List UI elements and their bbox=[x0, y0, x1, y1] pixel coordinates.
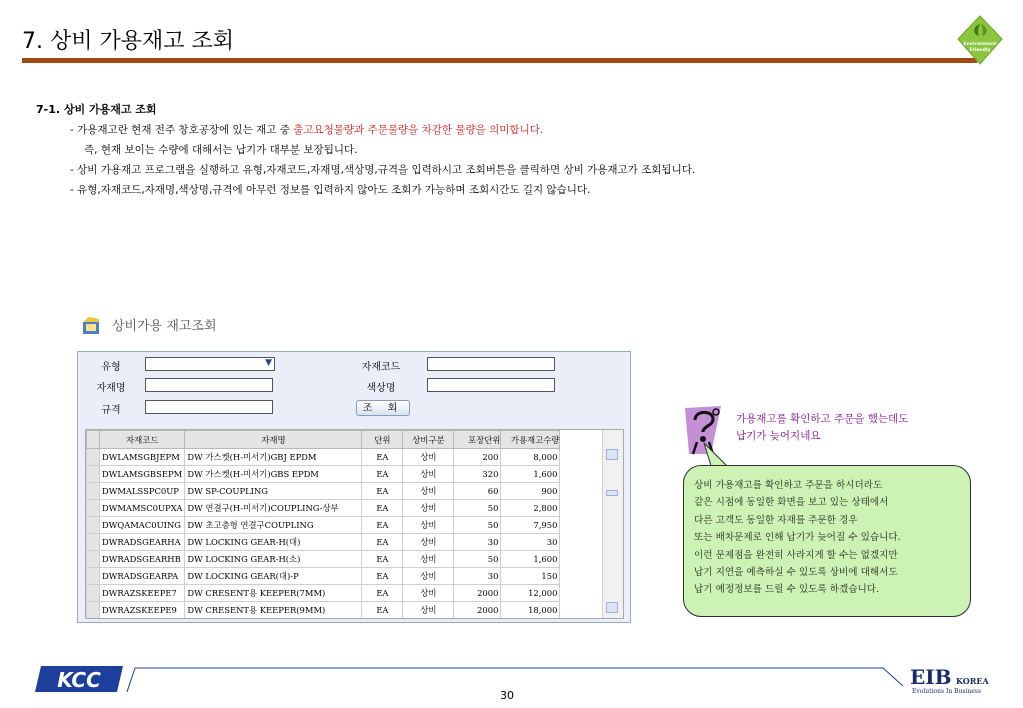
cell-code: DWRADSGEARPA bbox=[100, 568, 185, 585]
description-line-1-highlight: 출고요청물량과 주문물량을 차감한 물량을 의미합니다. bbox=[293, 124, 544, 136]
table-row[interactable] bbox=[87, 551, 560, 568]
description-line-4: - 유형,자재코드,자재명,색상명,규격에 아무런 정보를 입력하지 않아도 조회가 가능하며 조회시간도 길지 않습니다. bbox=[70, 184, 591, 196]
cell-kind: 상비 bbox=[403, 551, 454, 568]
cell-unit: EA bbox=[362, 585, 403, 602]
question-callout bbox=[736, 411, 908, 445]
cell-kind: 상비 bbox=[403, 500, 454, 517]
cell-qty: 1,600 bbox=[501, 466, 560, 483]
cell-pack: 2000 bbox=[454, 602, 501, 619]
cell-qty: 2,800 bbox=[501, 500, 560, 517]
row-header[interactable] bbox=[87, 466, 100, 483]
question-callout-line-2: 납기가 늦어지네요 bbox=[736, 430, 821, 442]
form-row-3 bbox=[78, 400, 630, 420]
eib-logo-main: EIB bbox=[910, 665, 952, 689]
header-name[interactable]: 자재명 bbox=[185, 431, 362, 449]
spec-label: 규격 bbox=[101, 405, 121, 416]
section-title: 7-1. 상비 가용재고 조회 bbox=[36, 103, 157, 116]
cell-code: DWLAMSGBJEPM bbox=[100, 449, 185, 466]
scroll-thumb[interactable] bbox=[606, 490, 618, 496]
name-input[interactable] bbox=[145, 378, 273, 392]
form-row-1 bbox=[78, 357, 630, 377]
cell-code: DWRADSGEARHA bbox=[100, 534, 185, 551]
cell-unit: EA bbox=[362, 466, 403, 483]
header-pack[interactable]: 포장단위 bbox=[454, 431, 501, 449]
cell-kind: 상비 bbox=[403, 483, 454, 500]
kcc-logo bbox=[33, 664, 125, 694]
table-row[interactable] bbox=[87, 585, 560, 602]
chevron-down-icon[interactable]: ▼ bbox=[265, 358, 272, 368]
cell-pack: 200 bbox=[454, 449, 501, 466]
cell-kind: 상비 bbox=[403, 449, 454, 466]
cell-code: DWMALSSPC0UP bbox=[100, 483, 185, 500]
table-row[interactable] bbox=[87, 534, 560, 551]
folder-icon bbox=[80, 313, 104, 337]
kcc-logo-text: KCC bbox=[57, 668, 101, 692]
answer-line: 이런 문제점을 완전히 사라지게 할 수는 없겠지만 bbox=[694, 549, 898, 561]
row-header[interactable] bbox=[87, 551, 100, 568]
header-kind[interactable]: 상비구분 bbox=[403, 431, 454, 449]
cell-name: DW SP-COUPLING bbox=[185, 483, 362, 500]
description-line-1-prefix: - 가용재고란 현재 전주 창호공장에 있는 재고 중 bbox=[70, 124, 294, 136]
question-callout-line-1: 가용재고를 확인하고 주문을 했는데도 bbox=[736, 413, 909, 425]
cell-name: DW 가스켓(H-미서기)GBJ EPDM bbox=[185, 449, 362, 466]
cell-qty: 12,000 bbox=[501, 585, 560, 602]
search-panel bbox=[77, 351, 631, 623]
cell-pack: 320 bbox=[454, 466, 501, 483]
footer-rule bbox=[125, 664, 905, 694]
description-line-1 bbox=[70, 122, 543, 137]
title-underline bbox=[22, 58, 977, 63]
badge-line1: Environment bbox=[963, 42, 997, 47]
description-line-2: 즉, 현재 보이는 수량에 대해서는 납기가 대부분 보장됩니다. bbox=[84, 144, 358, 156]
form-row-2 bbox=[78, 378, 630, 398]
table-row[interactable] bbox=[87, 568, 560, 585]
table-header-row bbox=[87, 431, 560, 449]
answer-line: 같은 시점에 동일한 화면을 보고 있는 상태에서 bbox=[694, 497, 889, 509]
cell-unit: EA bbox=[362, 483, 403, 500]
page-title: 7. 상비 가용재고 조회 bbox=[22, 29, 234, 54]
type-select[interactable] bbox=[145, 357, 275, 371]
row-header[interactable] bbox=[87, 568, 100, 585]
cell-unit: EA bbox=[362, 534, 403, 551]
inventory-grid bbox=[85, 429, 624, 619]
row-header[interactable] bbox=[87, 517, 100, 534]
cell-qty: 8,000 bbox=[501, 449, 560, 466]
cell-pack: 60 bbox=[454, 483, 501, 500]
cell-qty: 30 bbox=[501, 534, 560, 551]
cell-name: DW CRESENT용 KEEPER(9MM) bbox=[185, 602, 362, 619]
row-header[interactable] bbox=[87, 534, 100, 551]
table-row[interactable] bbox=[87, 466, 560, 483]
spec-input[interactable] bbox=[145, 400, 273, 414]
cell-qty: 1,600 bbox=[501, 551, 560, 568]
scroll-up-button[interactable] bbox=[606, 449, 618, 460]
row-header[interactable] bbox=[87, 500, 100, 517]
cell-pack: 50 bbox=[454, 500, 501, 517]
badge-line2: Friendly bbox=[969, 48, 991, 53]
cell-kind: 상비 bbox=[403, 517, 454, 534]
cell-kind: 상비 bbox=[403, 466, 454, 483]
scroll-down-button[interactable] bbox=[606, 602, 618, 613]
answer-line: 상비 가용재고를 확인하고 주문을 하시더라도 bbox=[694, 480, 883, 491]
eib-logo bbox=[906, 662, 990, 696]
inventory-table bbox=[86, 430, 560, 619]
row-header[interactable] bbox=[87, 585, 100, 602]
type-label: 유형 bbox=[101, 362, 121, 373]
cell-code: DWRADSGEARHB bbox=[100, 551, 185, 568]
cell-pack: 50 bbox=[454, 551, 501, 568]
cell-unit: EA bbox=[362, 568, 403, 585]
row-header[interactable] bbox=[87, 449, 100, 466]
code-input[interactable] bbox=[427, 357, 555, 371]
cell-code: DWRAZSKEEPE7 bbox=[100, 585, 185, 602]
cell-kind: 상비 bbox=[403, 568, 454, 585]
row-header[interactable] bbox=[87, 483, 100, 500]
table-body bbox=[87, 449, 560, 619]
description-line-3: - 상비 가용재고 프로그램을 실행하고 유형,자재코드,자재명,색상명,규격을 입력하시고 조회버튼을 클릭하면 상비 가용재고가 조회됩니다. bbox=[70, 164, 696, 176]
color-label: 색상명 bbox=[366, 383, 396, 394]
answer-line: 납기 지연을 예측하실 수 있도록 상비에 대해서도 bbox=[694, 567, 898, 579]
table-row[interactable] bbox=[87, 517, 560, 534]
cell-pack: 50 bbox=[454, 517, 501, 534]
cell-pack: 30 bbox=[454, 568, 501, 585]
cell-kind: 상비 bbox=[403, 534, 454, 551]
cell-unit: EA bbox=[362, 449, 403, 466]
vertical-scrollbar[interactable] bbox=[602, 430, 623, 618]
cell-unit: EA bbox=[362, 551, 403, 568]
cell-code: DWLAMSGBSEPM bbox=[100, 466, 185, 483]
cell-name: DW 가스켓(H-미서기)GBS EPDM bbox=[185, 466, 362, 483]
answer-line: 또는 배차문제로 인해 납기가 늦어질 수 있습니다. bbox=[694, 532, 901, 544]
cell-name: DW LOCKING GEAR-H(소) bbox=[185, 551, 362, 568]
cell-qty: 150 bbox=[501, 568, 560, 585]
table-row[interactable] bbox=[87, 449, 560, 466]
name-label: 자재명 bbox=[96, 383, 126, 394]
environment-friendly-badge bbox=[955, 14, 1005, 66]
row-header[interactable] bbox=[87, 602, 100, 619]
header-unit[interactable]: 단위 bbox=[362, 431, 403, 449]
cell-kind: 상비 bbox=[403, 585, 454, 602]
cell-name: DW 초고층형 연결구COUPLING bbox=[185, 517, 362, 534]
cell-code: DWQAMAC0UING bbox=[100, 517, 185, 534]
color-input[interactable] bbox=[427, 378, 555, 392]
cell-name: DW LOCKING GEAR-H(대) bbox=[185, 534, 362, 551]
cell-kind: 상비 bbox=[403, 602, 454, 619]
answer-line: 납기 예정정보를 드릴 수 있도록 하겠습니다. bbox=[694, 584, 880, 596]
cell-name: DW LOCKING GEAR(대)-P bbox=[185, 568, 362, 585]
cell-code: DWRAZSKEEPE9 bbox=[100, 602, 185, 619]
cell-name: DW CRESENT용 KEEPER(7MM) bbox=[185, 585, 362, 602]
header-qty[interactable]: 가용재고수량 bbox=[501, 431, 560, 449]
cell-unit: EA bbox=[362, 602, 403, 619]
cell-unit: EA bbox=[362, 500, 403, 517]
cell-unit: EA bbox=[362, 517, 403, 534]
cell-pack: 2000 bbox=[454, 585, 501, 602]
header-code[interactable]: 자재코드 bbox=[100, 431, 185, 449]
answer-text bbox=[694, 477, 901, 599]
eib-logo-tagline: Evolutions In Business bbox=[912, 688, 981, 695]
cell-pack: 30 bbox=[454, 534, 501, 551]
table-row[interactable] bbox=[87, 500, 560, 517]
cell-qty: 18,000 bbox=[501, 602, 560, 619]
page-number: 30 bbox=[500, 689, 514, 702]
table-row[interactable] bbox=[87, 483, 560, 500]
screen-title: 상비가용 재고조회 bbox=[112, 319, 217, 334]
cell-qty: 7,950 bbox=[501, 517, 560, 534]
eib-logo-sub: KOREA bbox=[956, 676, 989, 686]
table-row[interactable] bbox=[87, 602, 560, 619]
cell-name: DW 연결구(H-미서기)COUPLING-상부 bbox=[185, 500, 362, 517]
search-button[interactable]: 조 회 bbox=[356, 400, 410, 416]
cell-qty: 900 bbox=[501, 483, 560, 500]
cell-code: DWMAMSC0UPXA bbox=[100, 500, 185, 517]
code-label: 자재코드 bbox=[361, 362, 401, 373]
row-header-corner bbox=[87, 431, 100, 449]
answer-line: 다른 고객도 동일한 자재를 주문한 경우 bbox=[694, 514, 858, 526]
